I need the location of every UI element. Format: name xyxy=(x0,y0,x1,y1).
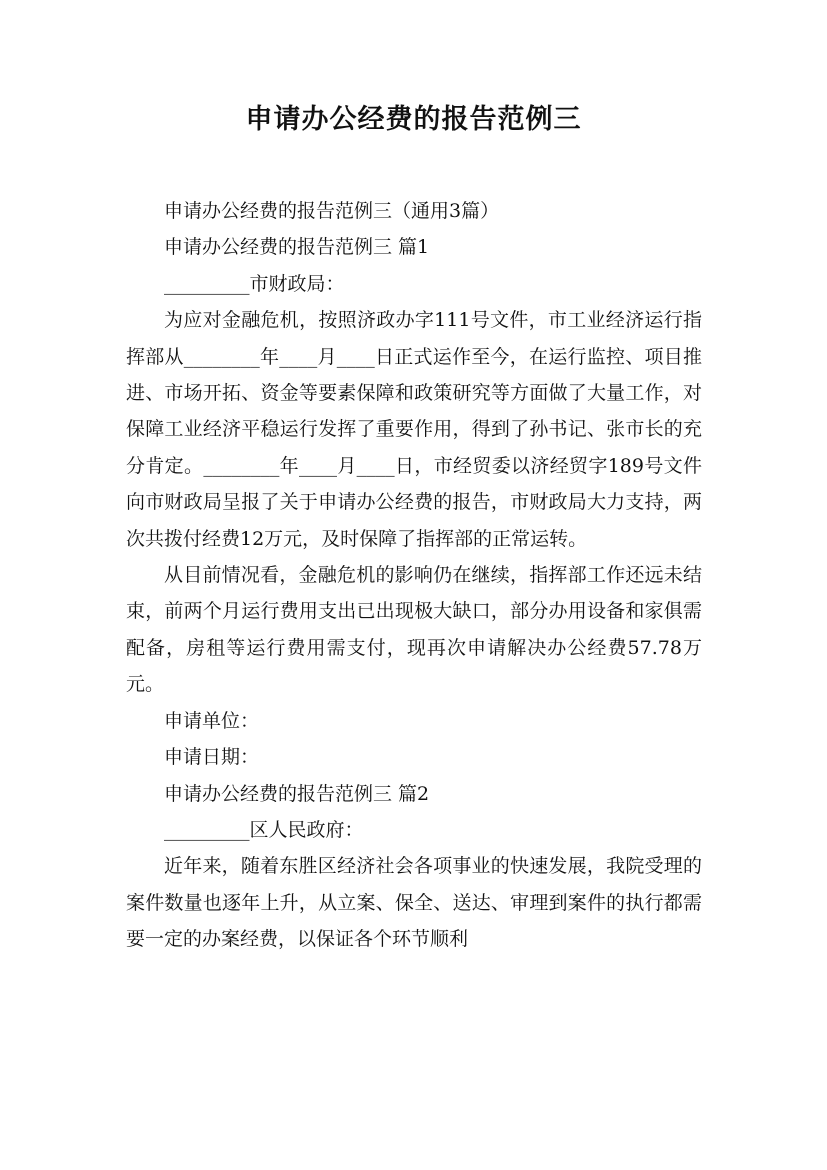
paragraph-subtitle: 申请办公经费的报告范例三（通用3篇） xyxy=(164,200,500,222)
paragraph-section-heading-2: 申请办公经费的报告范例三 篇2 xyxy=(164,782,430,805)
paragraph-body-3: 近年来，随着东胜区经济社会各项事业的快速发展，我院受理的案件数量也逐年上升，从立案、保全、送达、审理到案件的执行都需要一定的办案经费，以保证各个环节顺利 xyxy=(126,855,702,951)
paragraph-applicant: 申请单位： xyxy=(164,709,260,732)
paragraph-addressee-2: _________区人民政府： xyxy=(164,818,364,841)
document-body xyxy=(126,193,702,958)
paragraph-addressee-1: _________市财政局： xyxy=(164,272,345,295)
document-title: 申请办公经费的报告范例三 xyxy=(245,104,582,135)
paragraph-body-1: 为应对金融危机，按照济政办字111号文件，市工业经济运行指挥部从________年____月____日正式运作至今，在运行监控、项目推进、市场开拓、资金等要素保障和政策研究等方面做了大量工作，对保障工业经济平稳运行发挥了重要作用，得到了孙书记、张市长的充分肯定。________年____月____日，市经贸委以济经贸字189号文件向市财政局呈报了关于申请办公经费的报告，市财政局大力支持，两次共拨付经费12万元，及时保障了指挥部的正常运转。 xyxy=(126,309,702,550)
paragraph-body-2: 从目前情况看，金融危机的影响仍在继续，指挥部工作还远未结束，前两个月运行费用支出已出现极大缺口，部分办用设备和家俱需配备，房租等运行费用需支付，现再次申请解决办公经费57.78万元。 xyxy=(126,564,702,696)
paragraph-section-heading-1: 申请办公经费的报告范例三 篇1 xyxy=(164,236,430,259)
paragraph-date: 申请日期： xyxy=(164,746,260,769)
